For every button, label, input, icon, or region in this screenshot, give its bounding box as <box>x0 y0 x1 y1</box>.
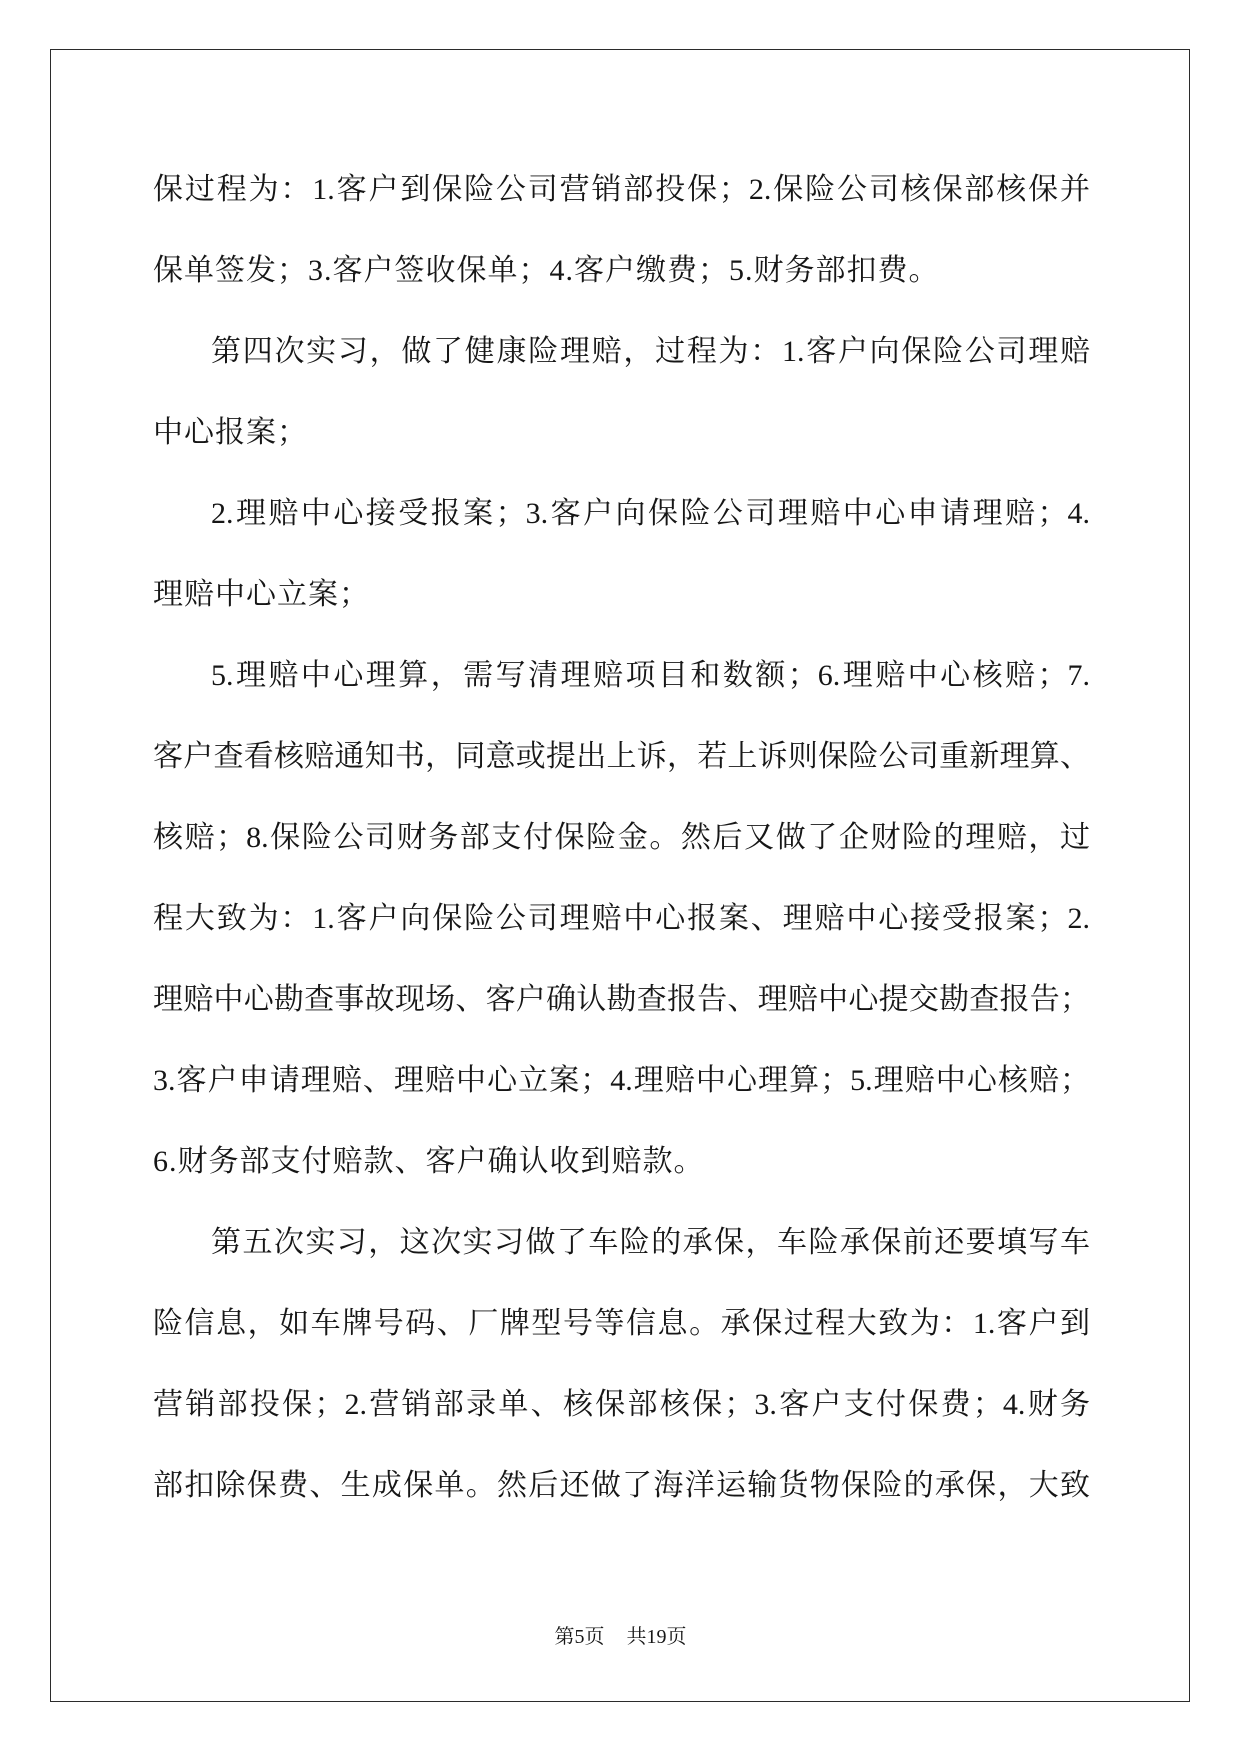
text-line: 中心报案； <box>153 416 308 449</box>
text-line: 第五次实习，这次实习做了车险的承保，车险承保前还要填写车 <box>211 1226 1090 1259</box>
text-line: 3.客户申请理赔、理赔中心立案；4.理赔中心理算；5.理赔中心核赔； <box>153 1064 1090 1097</box>
text-line: 保单签发；3.客户签收保单；4.客户缴费；5.财务部扣费。 <box>153 254 940 287</box>
text-line: 第四次实习，做了健康险理赔，过程为：1.客户向保险公司理赔 <box>211 335 1090 368</box>
text-line: 5.理赔中心理算，需写清理赔项目和数额；6.理赔中心核赔；7. <box>211 659 1090 692</box>
text-line: 保过程为：1.客户到保险公司营销部投保；2.保险公司核保部核保并 <box>153 173 1090 206</box>
text-line: 核赔；8.保险公司财务部支付保险金。然后又做了企财险的理赔，过 <box>153 821 1090 854</box>
footer-total-pages: 共19页 <box>626 1626 687 1648</box>
text-line: 部扣除保费、生成保单。然后还做了海洋运输货物保险的承保，大致 <box>153 1469 1090 1502</box>
text-line: 6.财务部支付赔款、客户确认收到赔款。 <box>153 1145 705 1178</box>
text-line: 2.理赔中心接受报案；3.客户向保险公司理赔中心申请理赔；4. <box>211 497 1090 530</box>
page-footer <box>0 1616 1241 1658</box>
text-line: 理赔中心立案； <box>153 578 370 611</box>
text-line: 程大致为：1.客户向保险公司理赔中心报案、理赔中心接受报案；2. <box>153 902 1090 935</box>
text-line: 营销部投保；2.营销部录单、核保部核保；3.客户支付保费；4.财务 <box>153 1388 1090 1421</box>
footer-page-number: 第5页 <box>554 1626 605 1648</box>
document-body <box>153 149 1090 1526</box>
text-line: 理赔中心勘查事故现场、客户确认勘查报告、理赔中心提交勘查报告； <box>153 983 1090 1016</box>
text-line: 客户查看核赔通知书，同意或提出上诉，若上诉则保险公司重新理算、 <box>153 740 1090 773</box>
text-line: 险信息，如车牌号码、厂牌型号等信息。承保过程大致为：1.客户到 <box>153 1307 1090 1340</box>
